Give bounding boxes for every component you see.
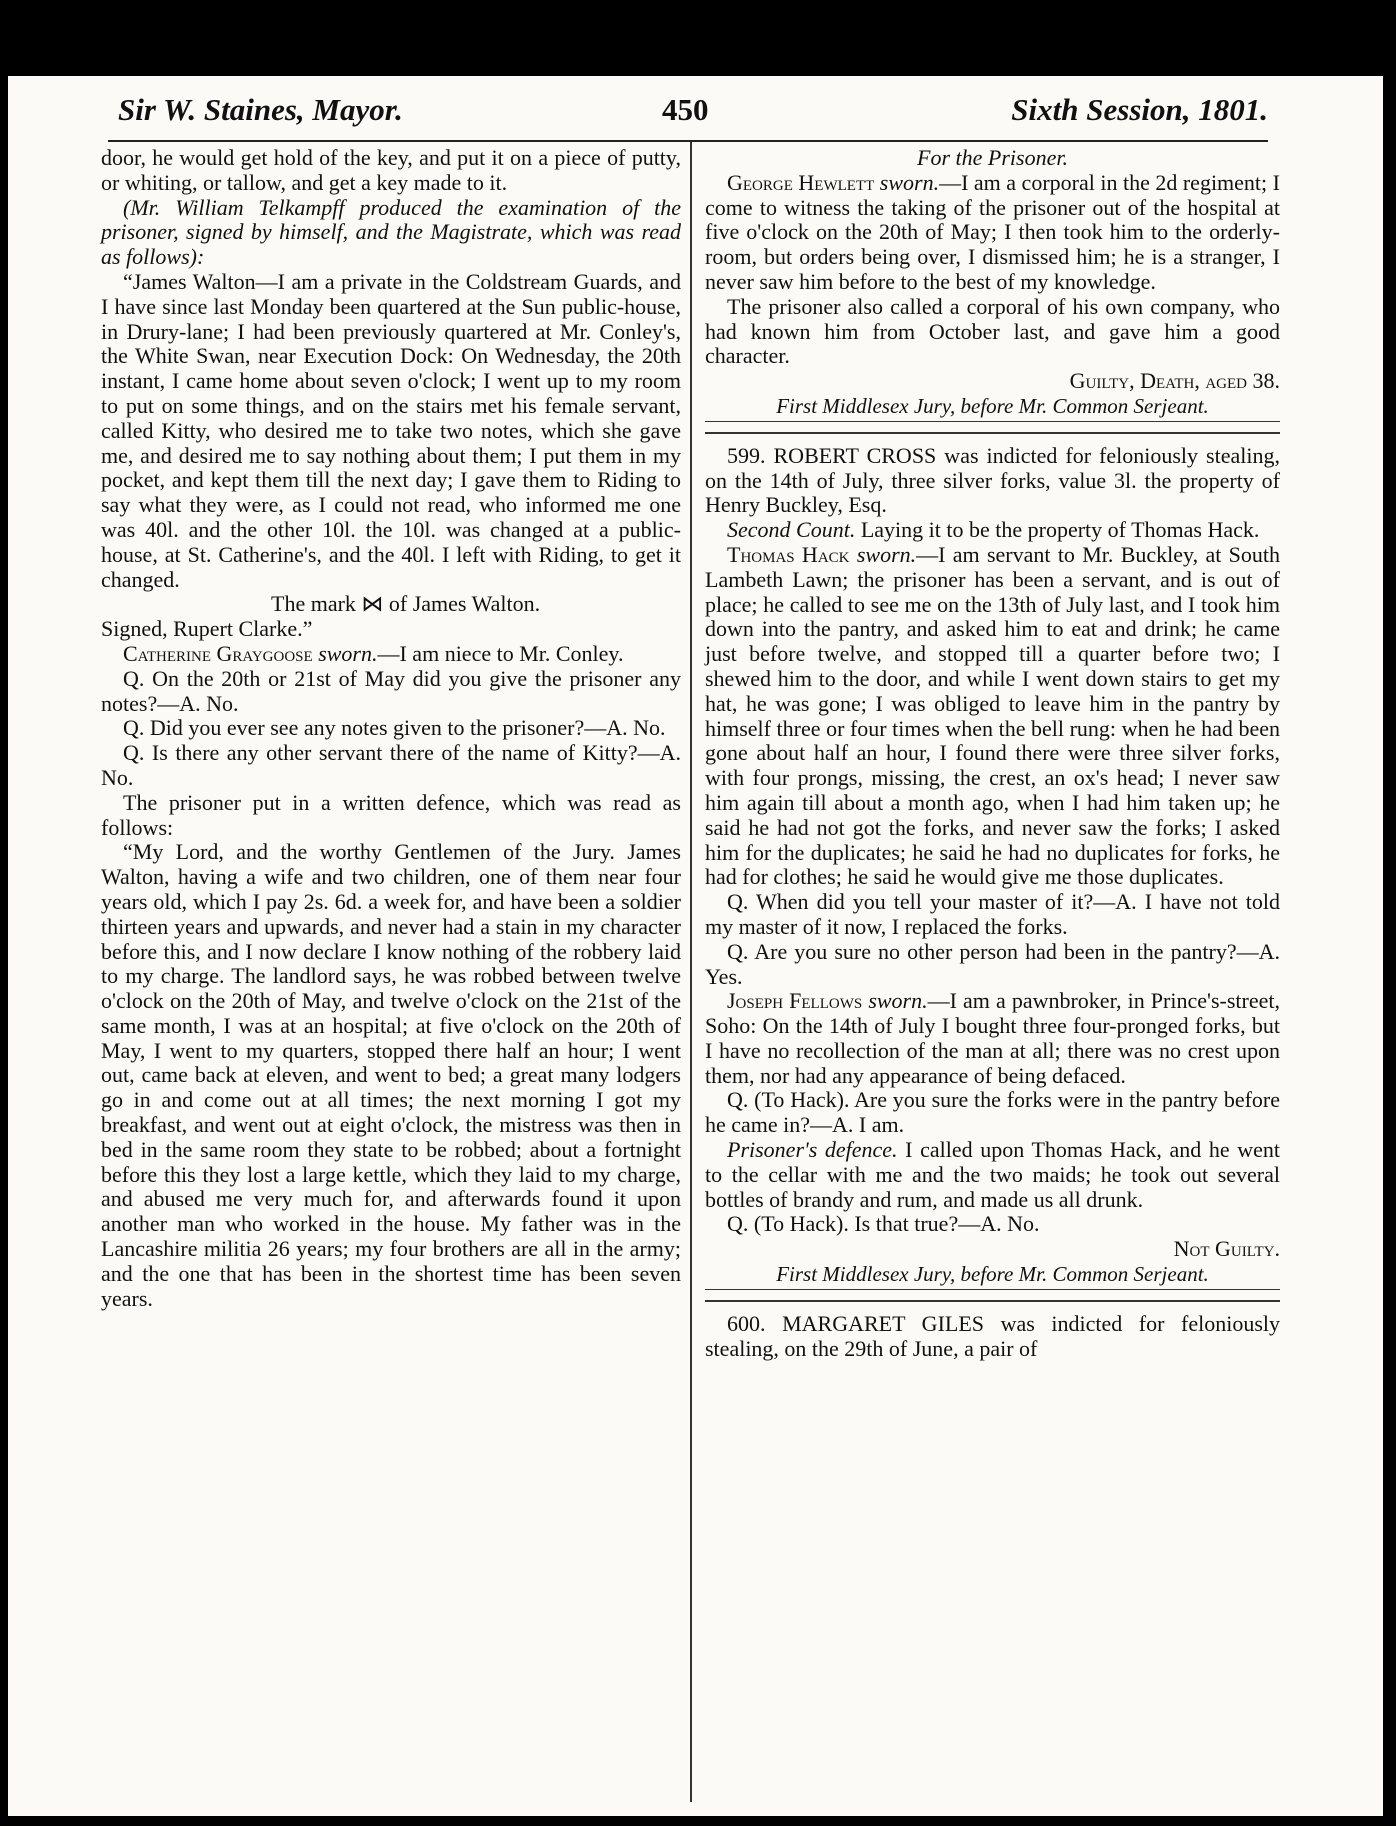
paragraph-defence — [705, 1138, 1280, 1212]
witness-name: Thomas Hack — [727, 541, 850, 567]
witness-testimony: —I am niece to Mr. Conley. — [377, 640, 624, 666]
question-answer: Q. (To Hack). Is that true?—A. No. — [727, 1211, 1040, 1237]
case-indictment: 599. ROBERT CROSS was indicted for feloniously stealing, on the 14th of July, three silver forks, value 3l. the property of Henry Buckley, Esq. — [705, 442, 1280, 518]
witness-name: George Hewlett — [727, 169, 875, 195]
page-number: 450 — [662, 92, 709, 127]
question-answer: Q. Is there any other servant there of the name of Kitty?—A. No. — [101, 740, 681, 790]
paragraph-witness — [705, 171, 1280, 295]
right-column — [705, 146, 1280, 1361]
paragraph-witness — [705, 989, 1280, 1088]
case-separator — [705, 432, 1280, 434]
paragraph: The prisoner put in a written defence, which was read as follows: — [101, 789, 681, 840]
count-text: Laying it to be the property of Thomas Hack. — [855, 517, 1260, 543]
book-page — [8, 76, 1383, 1816]
paragraph-defence: “My Lord, and the worthy Gentlemen of the Jury. James Walton, having a wife and two children, one of them near four years old, which I pay 2s. 6d. a week for, and have been a soldier thirteen years and upwards, and never had a stain in my character before this, and I now declare I know nothing of the robbery laid to my charge. The landlord says, he was robbed between twelve o'clock on the 20th of May, and twelve o'clock on the 21st of the same month, I was at an hospital; at five o'clock on the 20th of May, I went to my quarters, stopped there half an hour; I went out, came back at eleven, and went to bed; a great many lodgers go in and come out at all times; the next morning I got my breakfast, and went out at eight o'clock, the mistress was then in bed in the same room they state to be robbed; about a fortnight before this they lost a large kettle, which they laid to my charge, and abused me very much for, and afterwards found it upon another man who worked in the house. My father was in the Lancashire militia 26 years; my four brothers are all in the army; and the one that has been in the shortest time has been seven years. — [101, 839, 681, 1311]
jury-line: First Middlesex Jury, before Mr. Common Serjeant. — [705, 1262, 1280, 1290]
paragraph: The prisoner also called a corporal of his own company, who had known him from October last, and gave him a good character. — [705, 293, 1280, 369]
defence-text: I called upon Thomas Hack, and he went to the cellar with me and the two maids; he took out several bottles of brandy and rum, and made us all drunk. — [705, 1137, 1281, 1212]
question-answer: Q. Are you sure no other person had been in the pantry?—A. Yes. — [705, 938, 1280, 989]
sworn-label: sworn. — [318, 640, 378, 666]
defence-label: Prisoner's defence. — [727, 1137, 898, 1163]
column-divider — [690, 142, 692, 1802]
paragraph-examination-note: (Mr. William Telkampff produced the examination of the prisoner, signed by himself, and the Magistrate, which was read as follows): — [101, 194, 681, 270]
question-answer: Q. (To Hack). Are you sure the forks were in the pantry before he came in?—A. I am. — [705, 1087, 1280, 1138]
sworn-label: sworn. — [868, 988, 928, 1014]
running-head-left: Sir W. Staines, Mayor. — [118, 92, 403, 127]
running-head-right: Sixth Session, 1801. — [1011, 92, 1268, 127]
verdict: Guilty, Death, aged 38. — [1069, 368, 1280, 394]
signature-mark: The mark ⋈ of James Walton. — [271, 591, 541, 617]
witness-name: Catherine Graygoose — [123, 640, 313, 666]
paragraph: door, he would get hold of the key, and put it on a piece of putty, or whiting, or tallow, and get a key made to it. — [101, 145, 681, 195]
paragraph-witness — [705, 543, 1280, 890]
case-separator — [705, 1300, 1280, 1302]
page-header — [118, 86, 1268, 136]
sworn-label: sworn. — [879, 169, 940, 195]
question-answer: Q. When did you tell your master of it?—A. I have not told my master of it now, I replaced the forks. — [705, 889, 1280, 939]
question-answer: Q. Did you ever see any notes given to the prisoner?—A. No. — [123, 715, 666, 741]
question-answer: Q. On the 20th or 21st of May did you give the prisoner any notes?—A. No. — [101, 665, 681, 716]
witness-testimony: —I am a corporal in the 2d regiment; I come to witness the taking of the prisoner out of the hospital at five o'clock on the 20th of May; I then took him to the orderly-room, but orders being over, I dismissed him; he is a stranger, I never saw him before to the best of my knowledge. — [705, 169, 1280, 294]
case-indictment: 600. MARGARET GILES was indicted for feloniously stealing, on the 29th of June, a pair of — [705, 1310, 1280, 1361]
paragraph-count — [705, 518, 1280, 543]
count-label: Second Count. — [727, 517, 856, 543]
header-rule — [108, 140, 1268, 142]
signature-signed: Signed, Rupert Clarke.” — [101, 616, 313, 642]
verdict: Not Guilty. — [1173, 1236, 1280, 1262]
witness-name: Joseph Fellows — [727, 988, 863, 1014]
witness-testimony: —I am servant to Mr. Buckley, at South Lambeth Lawn; the prisoner has been a servant, and is out of place; he called to see me on the 13th of July last, and I took him down into the pantry, and asked him to eat and drink; he came just before twelve, and stopped till a quarter before two; I shewed him to the door, and while I went down stairs to get my hat, he was gone; I was obliged to leave him in the pantry by himself three or four times when the bell rung: when he had been gone about half an hour, I found there were three silver forks, with four prongs, missing, the crest, an ox's head; I never saw him again till about a month ago, when I had him taken up; he said he had not got the forks, and never saw the forks; I asked him for the duplicates; he said he had no duplicates for forks, he had for clothes; he said he would give me those duplicates. — [705, 541, 1280, 890]
paragraph-witness — [101, 642, 681, 667]
witness-testimony: —I am a pawnbroker, in Prince's-street, Soho: On the 14th of July I bought three four-pronged forks, but I have no recollection of the man at all; there was no crest upon them, nor had any appearance of being defaced. — [705, 988, 1280, 1088]
jury-line: First Middlesex Jury, before Mr. Common Serjeant. — [705, 394, 1280, 422]
left-column — [101, 146, 681, 1311]
section-heading: For the Prisoner. — [917, 145, 1068, 170]
paragraph-statement: “James Walton—I am a private in the Coldstream Guards, and I have since last Monday been quartered at the Sun public-house, in Drury-lane; I had been previously quartered at Mr. Conley's, the White Swan, near Execution Dock: On Wednesday, the 20th instant, I came home about seven o'clock; I went up to my room to put on some things, and on the stairs met his female servant, called Kitty, who desired me to take two notes, which she gave me, and desired me to say nothing about them; I put them in my pocket, and kept them till the next day; I gave them to Riding to say what they were, as I could not read, who informed me one was 40l. and the other 10l. the 10l. was changed at a public-house, at St. Catherine's, and the 40l. I left with Riding, to get it changed. — [101, 268, 681, 592]
sworn-label: sworn. — [856, 541, 917, 567]
